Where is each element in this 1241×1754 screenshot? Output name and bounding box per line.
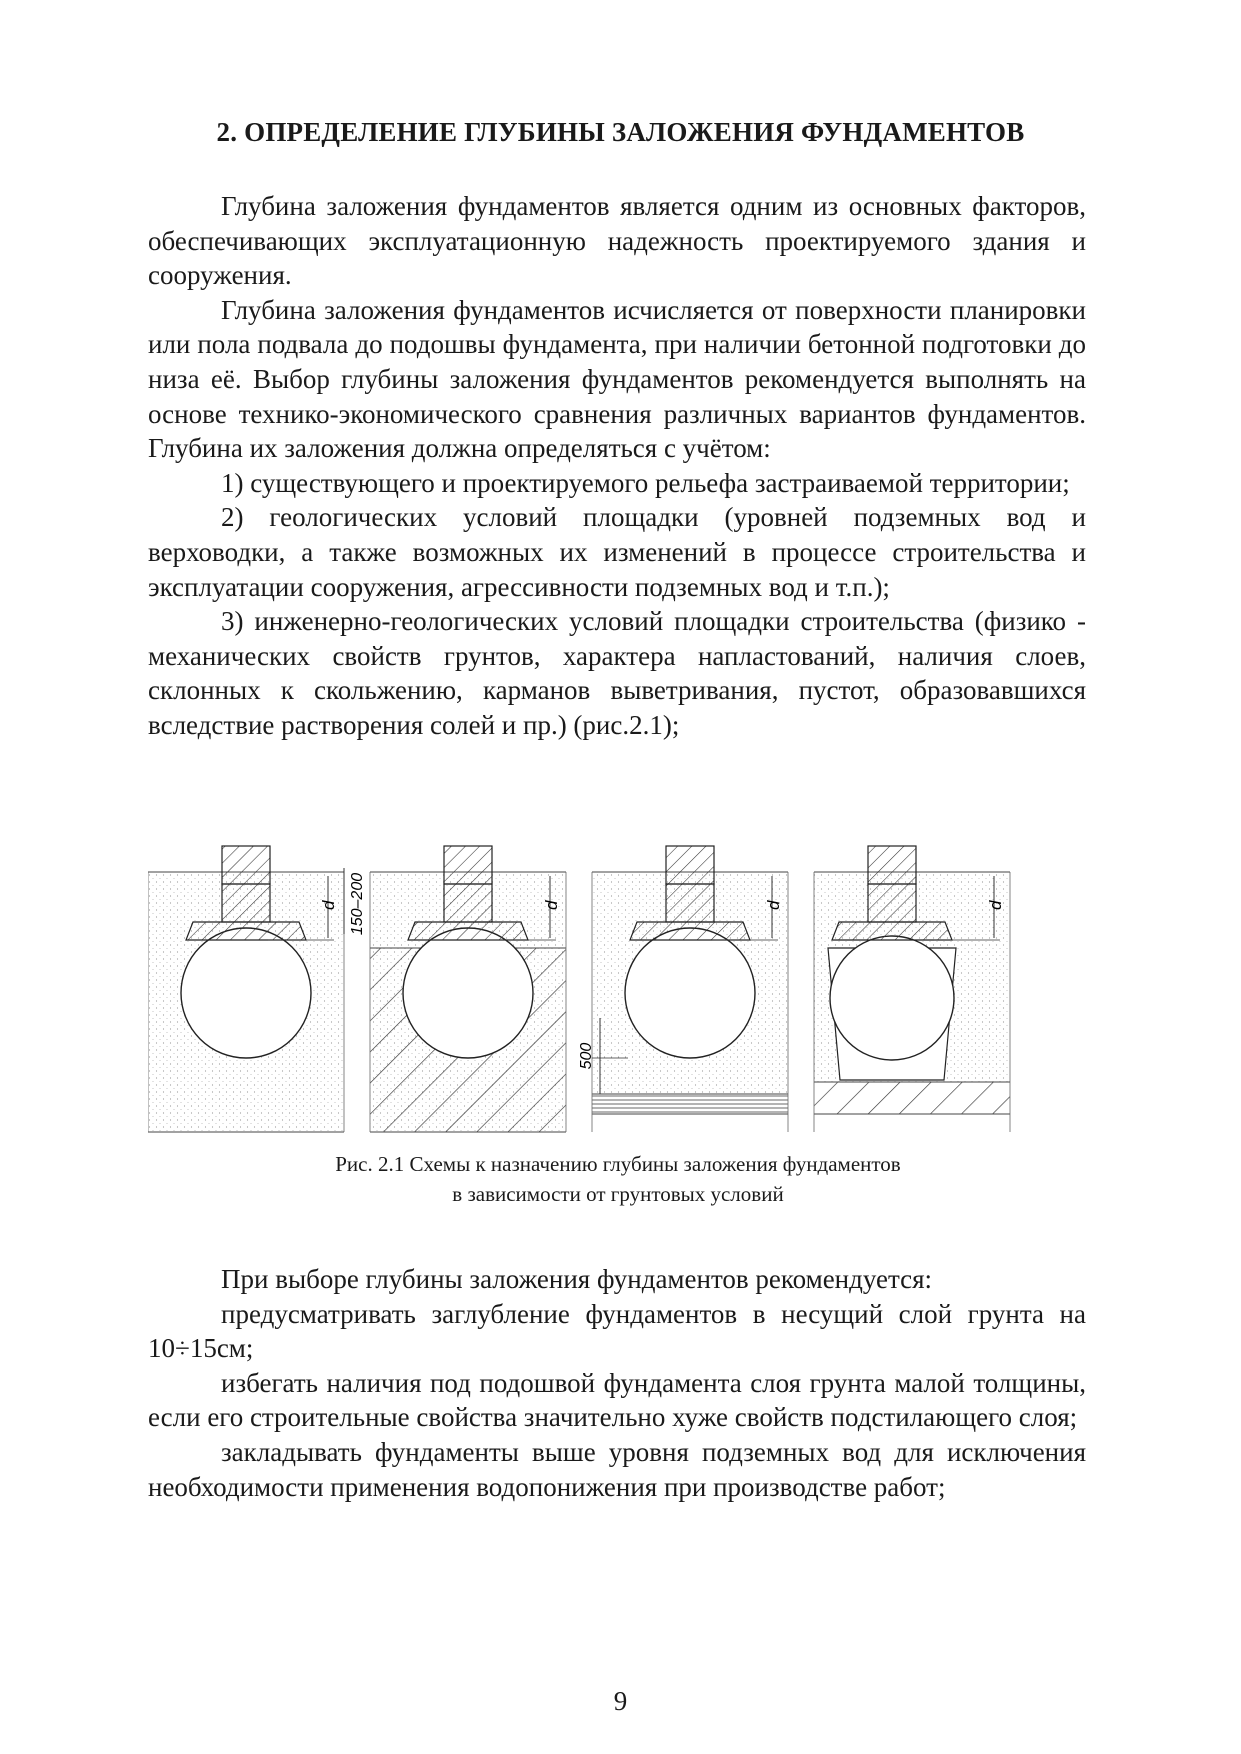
- dimension-label-d: d: [986, 900, 1005, 910]
- list-item: 1) существующего и проектируемого рельефа застраиваемой территории;: [221, 467, 1070, 498]
- scheme-panel-2: [370, 846, 566, 1132]
- list-item: закладывать фундаменты выше уровня подземных вод для исключения необходимости применения водопонижения при производстве работ;: [148, 1436, 1086, 1502]
- paragraph: При выборе глубины заложения фундаментов рекомендуется:: [221, 1264, 933, 1294]
- scheme-panel-4: [814, 846, 1010, 1132]
- body-text-bottom: [148, 1262, 1086, 1504]
- list-item: 2) геологических условий площадки (уровней подземных вод и верховодки, а также возможных их изменений в процессе строительства и эксплуатации сооружения, агрессивности подземных вод и т.п.);: [148, 502, 1086, 602]
- caption-line: в зависимости от грунтовых условий: [452, 1182, 784, 1206]
- body-text-top: [148, 189, 1086, 743]
- figure-caption: [148, 1149, 1088, 1209]
- caption-line: Рис. 2.1 Схемы к назначению глубины заложения фундаментов: [335, 1152, 901, 1176]
- scheme-panel-3: [578, 846, 788, 1132]
- figure-foundation-schemes: [148, 838, 1088, 1143]
- paragraph: Глубина заложения фундаментов является одним из основных факторов, обеспечивающих эксплуатационную надежность проектируемого здания и сооружения.: [148, 191, 1086, 291]
- dimension-label-500: 500: [578, 1042, 595, 1070]
- dimension-label-d: d: [319, 900, 338, 910]
- dimension-label-150-200: 150–200: [349, 872, 366, 936]
- list-item: 3) инженерно-геологических условий площадки строительства (физико - механических свойств грунтов, характера напластований, наличия слоев, склонных к скольжению, карманов выветривания, пустот, образовавшихся вследствие растворения солей и пр.) (рис.2.1);: [148, 606, 1086, 740]
- page-number: 9: [613, 1686, 628, 1716]
- section-title: 2. ОПРЕДЕЛЕНИЕ ГЛУБИНЫ ЗАЛОЖЕНИЯ ФУНДАМЕНТОВ: [216, 117, 1025, 147]
- scheme-panel-1: [148, 846, 366, 1132]
- dimension-label-d: d: [764, 900, 783, 910]
- list-item: избегать наличия под подошвой фундамента слоя грунта малой толщины, если его строительные свойства значительно хуже свойств подстилающего слоя;: [148, 1367, 1086, 1433]
- dimension-label-d: d: [542, 900, 561, 910]
- list-item: предусматривать заглубление фундаментов в несущий слой грунта на 10÷15см;: [148, 1298, 1086, 1364]
- paragraph: Глубина заложения фундаментов исчисляется от поверхности планировки или пола подвала до подошвы фундамента, при наличии бетонной подготовки до низа её. Выбор глубины заложения фундаментов рекомендуется выполнять на основе технико-экономического сравнения различных вариантов фундаментов. Глубина их заложения должна определяться с учётом:: [148, 294, 1086, 464]
